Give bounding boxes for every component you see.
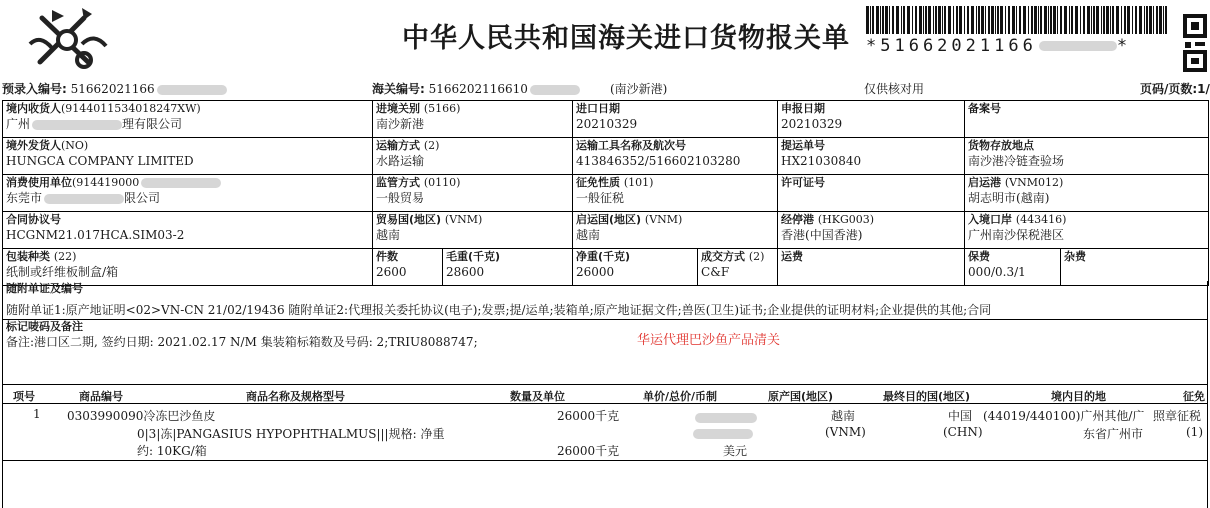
goods-qty-2: 26000千克 [557,444,620,458]
goods-section [2,385,1208,508]
bill-of-lading-cell: 提运单号 HX21030840 [778,138,965,175]
contract-no-cell: 合同协议号 HCGNM21.017HCA.SIM03-2 [3,212,373,249]
record-no-cell: 备案号 [965,101,1209,138]
goods-levy-line2: (1) [1186,425,1203,439]
goods-spec-line1: 0|3|冻|PANGASIUS HYPOPHTHALMUS|||规格: 净重 [137,427,445,441]
customs-emblem-logo [22,4,112,74]
transit-port-cell: 经停港 (HKG003) 香港(中国香港) [778,212,965,249]
entry-customs-cell: 进境关别 (5166) 南沙新港 [373,101,573,138]
goods-header-item-no: 项号 [13,390,35,403]
remarks-text: 备注:港口区二期, 签约日期: 2021.02.17 N/M 集装箱标箱数及号码: 2;TRIU8088747; [6,335,478,349]
package-type-cell: 包装种类 (22) 纸制或纤维板制盒/箱 [3,249,373,286]
price-redaction [695,413,757,423]
entry-port-cell: 入境口岸 (443416) 广州南沙保税港区 [965,212,1209,249]
declare-date-cell: 申报日期 20210329 [778,101,965,138]
docs-text: 随附单证1:原产地证明<02>VN-CN 21/02/19436 随附单证2:代理报关委托协议(电子);发票;提/运单;装箱单;原产地证据文件;兽医(卫生)证书;企业提供的证明材料;企业提供的其他;合同 [6,303,992,317]
customs-number: 海关编号: 5166202116610 [372,80,580,97]
goods-header-final-dest: 最终目的国(地区) [883,390,971,403]
goods-header-qty-unit: 数量及单位 [510,390,565,403]
goods-header-domestic-dest: 境内目的地 [1051,390,1106,403]
form-title: 中华人民共和国海关进口货物报关单 [402,23,850,54]
verify-note: 仅供核对用 [864,82,925,96]
goods-final-dest-code: (CHN) [943,425,983,439]
goods-origin-code: (VNM) [825,425,866,439]
page-indicator: 页码/页数:1/ [1140,82,1210,96]
docs-remarks-section [2,281,1208,385]
consignor-cell: 境外发货人(NO) HUNGCA COMPANY LIMITED [3,138,373,175]
barcode-number: *51662021166 * [866,36,1132,56]
supervision-mode-cell: 监管方式 (0110) 一般贸易 [373,175,573,212]
goods-header-origin: 原产国(地区) [768,390,834,403]
goods-qty-1: 26000千克 [557,409,620,423]
goods-domestic-line2: 东省广州市 [1083,427,1144,441]
levy-nature-cell: 征免性质 (101) 一般征税 [573,175,778,212]
insurance-cell: 保费 000/0.3/1 [965,249,1061,286]
goods-spec-line2: 约: 10KG/箱 [137,444,207,458]
consumer-unit-cell: 消费使用单位(914419000 东莞市 限公司 [3,175,373,212]
import-date-cell: 进口日期 20210329 [573,101,778,138]
misc-fee-cell: 杂费 [1061,249,1209,286]
barcode-image [866,6,1168,34]
remarks-label: 标记唛码及备注 [6,320,83,333]
origin-country-cell: 启运国(地区) (VNM) 越南 [573,212,778,249]
departure-port-cell: 启运港 (VNM012) 胡志明市(越南) [965,175,1209,212]
total-redaction [693,429,753,439]
declaration-grid [2,100,1209,286]
net-weight-cell: 净重(千克) 26000 [573,249,698,286]
pieces-cell: 件数 2600 [373,249,443,286]
goods-currency: 美元 [723,444,748,458]
freight-cell: 运费 [778,249,965,286]
docs-label: 随附单证及编号 [6,282,83,295]
pre-entry-number: 预录入编号: 51662021166 [2,80,227,97]
qr-code-image [1183,14,1207,72]
consignee-cell: 境内收货人(91440115340182​47XW) 广州 理有限公司 [3,101,373,138]
goods-origin-name: 越南 [831,409,856,423]
trade-country-cell: 贸易国(地区) (VNM) 越南 [373,212,573,249]
vessel-voyage-cell: 运输工具名称及航次号 413846352/516602103280 [573,138,778,175]
gross-weight-cell: 毛重(千克) 28600 [443,249,573,286]
license-no-cell: 许可证号 [778,175,965,212]
port-name: (南沙新港) [610,82,668,96]
goods-header-code: 商品编号 [79,390,123,403]
goods-header-levy: 征免 [1183,390,1205,403]
goods-code-name: 0303990090冷冻巴沙鱼皮 [67,409,216,423]
deal-mode-cell: 成交方式 (2) C&F [698,249,778,286]
goods-domestic-line1: (44019/440100)广州其他/广 [983,409,1145,423]
transport-mode-cell: 运输方式 (2) 水路运输 [373,138,573,175]
goods-final-dest-name: 中国 [948,409,973,423]
goods-header-price: 单价/总价/币制 [643,390,718,403]
storage-location-cell: 货物存放地点 南沙港冷链查验场 [965,138,1209,175]
goods-levy-line1: 照章征税 [1153,409,1202,423]
agent-stamp-note: 华运代理巴沙鱼产品清关 [637,333,781,348]
goods-header-name-spec: 商品名称及规格型号 [246,390,345,403]
goods-item-no: 1 [33,407,41,421]
